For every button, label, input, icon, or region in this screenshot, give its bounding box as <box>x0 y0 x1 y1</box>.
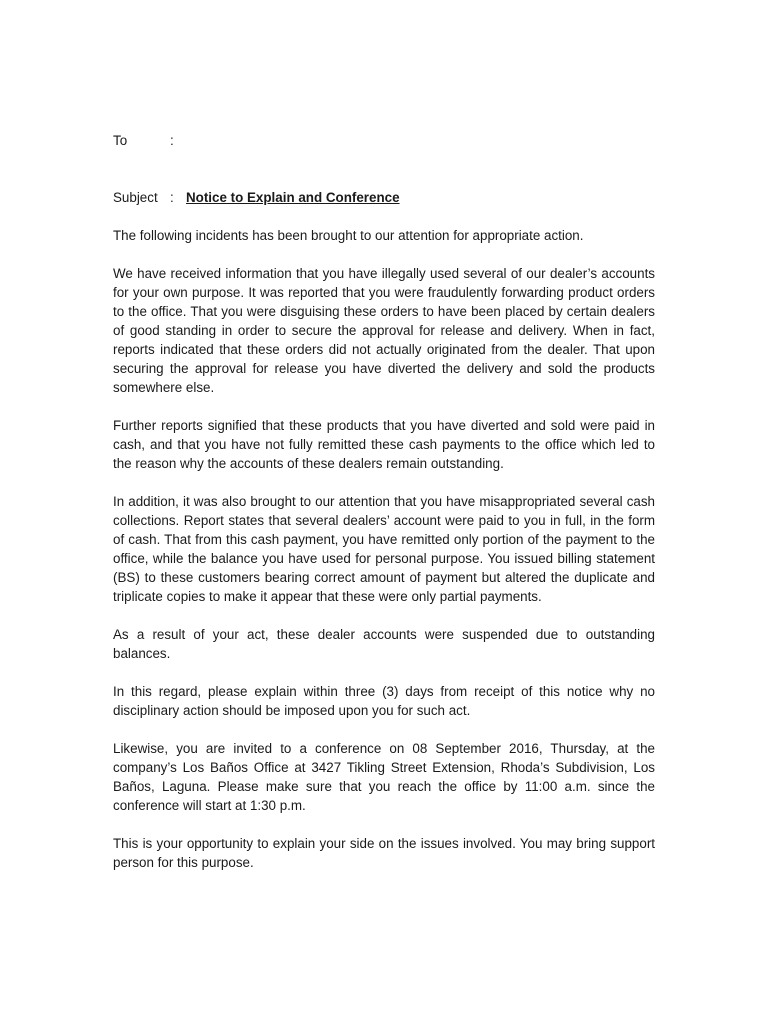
paragraph-suspension: As a result of your act, these dealer accounts were suspended due to outstanding balances. <box>113 627 655 661</box>
to-colon: : <box>170 133 174 148</box>
paragraph-explain-request: In this regard, please explain within three (3) days from receipt of this notice why no disciplinary action should be imposed upon you for such act. <box>113 684 655 718</box>
paragraph-cash-sales: Further reports signified that these products that you have diverted and sold were paid in cash, and that you have not fully remitted these cash payments to the office which led to the reason why the accounts of these dealers remain outstanding. <box>113 418 655 471</box>
subject-colon: : <box>170 190 174 205</box>
subject-label: Subject <box>113 190 158 205</box>
subject-value: Notice to Explain and Conference <box>186 190 400 205</box>
paragraph-conference-invite: Likewise, you are invited to a conference on 08 September 2016, Thursday, at the company’s Los Baños Office at 3427 Tikling Street Extension, Rhoda’s Subdivision, Los Baños, Laguna. Please make sure that you reach the office by 11:00 a.m. since the conference will start at 1:30 p.m. <box>113 741 655 813</box>
paragraph-intro: The following incidents has been brought to our attention for appropriate action. <box>113 228 584 243</box>
to-label: To <box>113 133 128 148</box>
letter-body <box>113 131 655 891</box>
subject-line <box>113 188 655 207</box>
to-line <box>113 131 655 150</box>
paragraph-misappropriation: In addition, it was also brought to our attention that you have misappropriated several cash collections. Report states that several dealers’ account were paid to you in full, in the form of cash. That from this cash payment, you have remitted only portion of the payment to the office, while the balance you have used for personal purpose. You issued billing statement (BS) to these customers bearing correct amount of payment but altered the duplicate and triplicate copies to make it appear that these were only partial payments. <box>113 494 655 604</box>
paragraph-opportunity: This is your opportunity to explain your side on the issues involved. You may bring support person for this purpose. <box>113 836 655 870</box>
paragraph-dealer-accounts: We have received information that you have illegally used several of our dealer’s accounts for your own purpose. It was reported that you were fraudulently forwarding product orders to the office. That you were disguising these orders to have been placed by certain dealers of good standing in order to secure the approval for release and delivery. When in fact, reports indicated that these orders did not actually originated from the dealer. That upon securing the approval for release you have diverted the delivery and sold the products somewhere else. <box>113 266 655 395</box>
